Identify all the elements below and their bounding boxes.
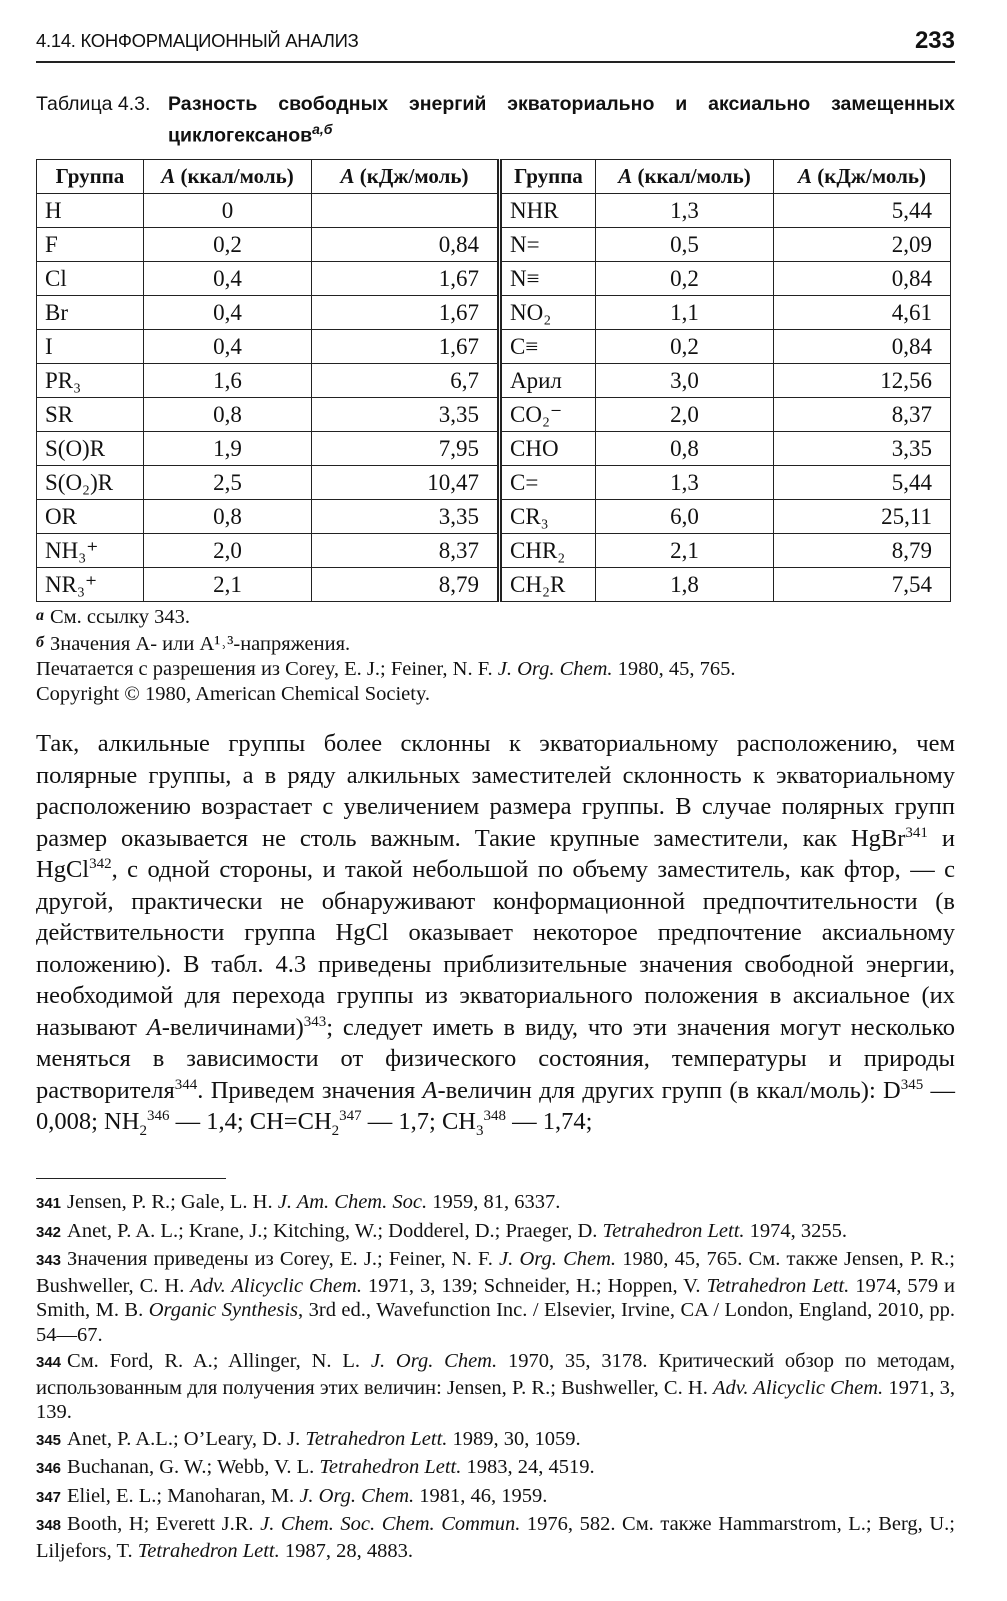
table-label: Таблица 4.3.: [36, 93, 151, 115]
group-left-cell: OR: [37, 500, 144, 534]
footnote-item: [36, 1247, 955, 1347]
journal-name: J. Org. Chem.: [299, 1484, 415, 1507]
a-kj-right-cell: 8,37: [774, 398, 951, 432]
permission-text: Печатается с разрешения из Corey, E. J.; Feiner, N. F.: [36, 658, 498, 680]
a-kj-right-cell: 0,84: [774, 262, 951, 296]
italic-a: A: [422, 1076, 438, 1104]
footnote-text: 1974, 3255.: [744, 1219, 848, 1242]
body-text: — 1,7; CH: [361, 1108, 476, 1135]
note-text: См. ссылку 343.: [50, 606, 191, 628]
footnote-text: Booth, H; Everett J.R.: [67, 1513, 261, 1535]
body-paragraph: [36, 728, 955, 1138]
a-kj-left-cell: 1,67: [312, 296, 500, 330]
group-right-cell: C≡: [500, 330, 596, 364]
italic-a: A: [146, 1013, 162, 1041]
a-kcal-right-cell: 0,2: [596, 330, 774, 364]
table-caption: [36, 92, 955, 149]
a-kj-left-cell: 3,35: [312, 500, 500, 534]
footnote-ref: 341: [905, 824, 928, 841]
footnote-ref: 344: [174, 1076, 198, 1093]
body-text: ; следует иметь в виду, что эти значения могут несколько меняться в зависимости от физического состояния, температуры и природы растворителя: [36, 1013, 955, 1104]
footnote-text: 1959, 81, 6337.: [427, 1191, 561, 1213]
header-unit: (ккал/моль): [175, 164, 294, 188]
group-right-cell: CR₃: [500, 500, 596, 534]
a-kj-right-cell: 5,44: [774, 466, 951, 500]
header-a-kcal-left: [144, 160, 312, 194]
journal-name: Tetrahedron Lett.: [602, 1219, 745, 1242]
footnote-text: 1989, 30, 1059.: [447, 1427, 581, 1450]
body-text: -величинами): [161, 1013, 304, 1041]
footnote-text: 1970, 35, 3178. Критический обзор по методам, использованным для получения этих величин: Jensen, P. R.; Bushweller, C. H.: [36, 1350, 955, 1399]
footnote-text: 1971, 3, 139.: [36, 1376, 955, 1423]
footnote-number: 342: [36, 1223, 62, 1241]
table-header-row: [37, 160, 951, 194]
footnote-item: [36, 1455, 955, 1482]
header-a-letter: A: [798, 164, 813, 188]
journal-name: J. Chem. Soc. Chem. Commun.: [260, 1513, 521, 1535]
group-left-cell: NH₃⁺: [37, 534, 144, 568]
a-kcal-left-cell: 0,2: [144, 228, 312, 262]
a-kcal-left-cell: 0,4: [144, 262, 312, 296]
group-left-cell: PR₃: [37, 364, 144, 398]
header-unit: (кДж/моль): [812, 164, 926, 188]
body-text: , с одной стороны, и такой небольшой по объему заместитель, как фтор, — с другой, практически не обнаруживают конформационной предпочтительности (в действительности группа HgCl оказывает некоторое предпочтение аксиальному положению). В табл. 4.3 приведены приблизительные значения свободной энергии, необходимой для перехода группы из экваториального положения в аксиальное (их называют: [36, 856, 955, 1041]
footnote-text: Anet, P. A.L.; O’Leary, D. J.: [67, 1427, 306, 1450]
group-right-cell: N=: [500, 228, 596, 262]
a-kj-left-cell: [312, 194, 500, 228]
table-row: [37, 228, 951, 262]
footnote-item: [36, 1219, 955, 1246]
group-left-cell: Cl: [37, 262, 144, 296]
header-a-letter: A: [340, 164, 355, 188]
a-kcal-left-cell: 0,8: [144, 500, 312, 534]
note-text: Значения A- или A¹˒³-напряжения.: [49, 633, 351, 655]
header-a-letter: A: [618, 164, 633, 188]
running-head: [36, 27, 955, 63]
footnote-number: 345: [36, 1431, 62, 1449]
footnote-text: 1987, 28, 4883.: [279, 1539, 413, 1562]
body-text: . Приведем значения: [197, 1076, 423, 1104]
copyright-note: Copyright © 1980, American Chemical Society.: [36, 683, 430, 705]
table-row: [37, 500, 951, 534]
body-text: Так, алкильные группы более склонны к экваториальному расположению, чем полярные группы, а в ряду алкильных заместителей склонность к экваториальному расположению возрастает с увеличением размера группы. В случае полярных групп размер оказывается не столь важным. Такие крупные заместители, как HgBr: [36, 730, 955, 852]
footnote-item: [36, 1484, 955, 1511]
a-kcal-right-cell: 1,3: [596, 466, 774, 500]
a-kcal-right-cell: 0,2: [596, 262, 774, 296]
table-row: [37, 398, 951, 432]
a-kcal-left-cell: 1,6: [144, 364, 312, 398]
footnote-text: См. Ford, R. A.; Allinger, N. L.: [67, 1350, 371, 1372]
a-kcal-left-cell: 0,4: [144, 330, 312, 364]
group-right-cell: CH₂R: [500, 568, 596, 602]
journal-name: J. Org. Chem.: [497, 658, 613, 680]
group-left-cell: F: [37, 228, 144, 262]
a-kj-right-cell: 12,56: [774, 364, 951, 398]
a-kj-right-cell: 5,44: [774, 194, 951, 228]
footnote-text: 1980, 45, 765. См. также Jensen, P. R.; Bushweller, C. H.: [36, 1248, 955, 1297]
subscript: 2: [331, 1122, 340, 1139]
a-kcal-right-cell: 1,1: [596, 296, 774, 330]
footnote-text: 1983, 24, 4519.: [461, 1456, 595, 1478]
journal-name: J. Org. Chem.: [370, 1350, 498, 1372]
group-right-cell: Арил: [500, 364, 596, 398]
group-left-cell: I: [37, 330, 144, 364]
page-number: 233: [914, 27, 955, 54]
section-title: 4.14. КОНФОРМАЦИОННЫЙ АНАЛИЗ: [36, 30, 359, 51]
subscript: 3: [476, 1122, 484, 1139]
table-row: [37, 296, 951, 330]
permission-citation: 1980, 45, 765.: [612, 658, 736, 680]
footnotes: [36, 1190, 955, 1565]
note-marker: а: [36, 607, 44, 624]
group-left-cell: SR: [37, 398, 144, 432]
a-kj-left-cell: 7,95: [312, 432, 500, 466]
table-row: [37, 466, 951, 500]
table-note-b: [36, 630, 955, 657]
a-kcal-right-cell: 1,8: [596, 568, 774, 602]
a-kj-left-cell: 1,67: [312, 330, 500, 364]
group-left-cell: S(O₂)R: [37, 466, 144, 500]
footnote-number: 348: [36, 1517, 62, 1534]
journal-name: Adv. Alicyclic Chem.: [713, 1376, 884, 1399]
group-right-cell: CO₂⁻: [500, 398, 596, 432]
a-kcal-right-cell: 0,5: [596, 228, 774, 262]
journal-name: Organic Synthesis: [148, 1299, 299, 1321]
footnote-ref: 346: [146, 1107, 170, 1124]
a-kcal-left-cell: 0,8: [144, 398, 312, 432]
footnote-number: 347: [36, 1488, 62, 1506]
table-note-a: [36, 603, 955, 630]
header-group-right: Группа: [500, 160, 596, 194]
a-kcal-left-cell: 2,5: [144, 466, 312, 500]
body-text: и HgCl: [36, 824, 955, 883]
a-kcal-left-cell: 0: [144, 194, 312, 228]
note-marker: б: [36, 634, 44, 651]
a-kj-left-cell: 8,79: [312, 568, 500, 602]
group-right-cell: NHR: [500, 194, 596, 228]
group-right-cell: N≡: [500, 262, 596, 296]
footnote-text: 1974, 579 и Smith, M. B.: [36, 1274, 956, 1321]
a-kj-left-cell: 6,7: [312, 364, 500, 398]
table-notes: [36, 603, 955, 707]
footnote-number: 343: [36, 1252, 62, 1269]
group-left-cell: S(O)R: [37, 432, 144, 466]
a-kcal-right-cell: 1,3: [596, 194, 774, 228]
header-group-left: Группа: [37, 160, 144, 194]
footnote-item: [36, 1427, 955, 1454]
footnote-item: [36, 1512, 955, 1563]
footnote-text: Eliel, E. L.; Manoharan, M.: [67, 1484, 300, 1507]
footnote-text: 1971, 3, 139; Schneider, H.; Hoppen, V.: [361, 1274, 707, 1297]
a-kj-right-cell: 7,54: [774, 568, 951, 602]
table-row: [37, 568, 951, 602]
a-kcal-right-cell: 2,1: [596, 534, 774, 568]
body-text: — 1,74;: [506, 1108, 593, 1135]
footnote-ref: 348: [483, 1107, 506, 1124]
a-kcal-right-cell: 3,0: [596, 364, 774, 398]
header-a-kj-left: [312, 160, 500, 194]
table-row: [37, 364, 951, 398]
footnote-divider: [36, 1178, 226, 1179]
footnote-ref: 345: [900, 1076, 924, 1093]
table-row: [37, 262, 951, 296]
journal-name: J. Am. Chem. Soc.: [277, 1191, 428, 1213]
a-kj-right-cell: 3,35: [774, 432, 951, 466]
footnote-text: Jensen, P. R.; Gale, L. H.: [67, 1191, 278, 1213]
a-kcal-left-cell: 1,9: [144, 432, 312, 466]
footnote-ref: 342: [89, 855, 112, 872]
a-kcal-left-cell: 2,0: [144, 534, 312, 568]
group-right-cell: C=: [500, 466, 596, 500]
footnote-number: 344: [36, 1354, 62, 1371]
permission-note: [36, 657, 955, 682]
footnote-text: , 3rd ed., Wavefunction Inc. / Elsevier, Irvine, CA / London, England, 2010, pp. 54—67.: [36, 1299, 955, 1346]
footnote-item: [36, 1349, 955, 1425]
a-kj-right-cell: 25,11: [774, 500, 951, 534]
header-a-kcal-right: [596, 160, 774, 194]
a-kj-left-cell: 10,47: [312, 466, 500, 500]
header-unit: (ккал/моль): [632, 164, 751, 188]
a-kcal-right-cell: 2,0: [596, 398, 774, 432]
data-table: [36, 159, 951, 602]
a-kj-left-cell: 1,67: [312, 262, 500, 296]
group-left-cell: H: [37, 194, 144, 228]
a-kj-right-cell: 8,79: [774, 534, 951, 568]
table-row: [37, 194, 951, 228]
a-kj-right-cell: 2,09: [774, 228, 951, 262]
a-kj-right-cell: 0,84: [774, 330, 951, 364]
header-a-letter: A: [161, 164, 176, 188]
footnote-text: 1976, 582. См. также Hammarstrom, L.; Berg, U.; Liljefors, T.: [36, 1513, 955, 1562]
journal-name: Tetrahedron Lett.: [137, 1539, 280, 1562]
group-right-cell: CHR₂: [500, 534, 596, 568]
footnote-ref: 343: [303, 1013, 327, 1030]
a-kcal-left-cell: 2,1: [144, 568, 312, 602]
group-left-cell: Br: [37, 296, 144, 330]
header-a-kj-right: [774, 160, 951, 194]
group-left-cell: NR₃⁺: [37, 568, 144, 602]
body-text: — 1,4; CH=CH: [169, 1108, 332, 1135]
a-kcal-left-cell: 0,4: [144, 296, 312, 330]
journal-name: Tetrahedron Lett.: [305, 1427, 448, 1450]
table-title-text: Разность свободных энергий экваториально и аксиально замещенных циклогексанов: [168, 93, 955, 147]
a-kj-left-cell: 3,35: [312, 398, 500, 432]
a-kcal-right-cell: 0,8: [596, 432, 774, 466]
footnote-ref: 347: [339, 1107, 362, 1124]
footnote-text: Buchanan, G. W.; Webb, V. L.: [67, 1456, 320, 1478]
journal-name: Tetrahedron Lett.: [319, 1456, 462, 1478]
a-kj-left-cell: 8,37: [312, 534, 500, 568]
journal-name: J. Org. Chem.: [499, 1248, 617, 1270]
journal-name: Tetrahedron Lett.: [706, 1274, 850, 1297]
footnote-text: 1981, 46, 1959.: [414, 1484, 548, 1507]
journal-name: Adv. Alicyclic Chem.: [190, 1274, 362, 1297]
table-row: [37, 330, 951, 364]
a-kj-left-cell: 0,84: [312, 228, 500, 262]
table-row: [37, 534, 951, 568]
subscript: 2: [139, 1122, 147, 1139]
footnote-number: 341: [36, 1195, 62, 1212]
table-row: [37, 432, 951, 466]
footnote-text: Anet, P. A. L.; Krane, J.; Kitching, W.; Dodderel, D.; Praeger, D.: [67, 1219, 603, 1242]
group-right-cell: NO₂: [500, 296, 596, 330]
table-title-marks: а,б: [312, 121, 333, 137]
footnote-number: 346: [36, 1460, 62, 1477]
footnote-item: [36, 1190, 955, 1217]
group-right-cell: CHO: [500, 432, 596, 466]
body-text: -величин для других групп (в ккал/моль): D: [437, 1076, 901, 1104]
body-text: — 0,008; NH: [36, 1076, 956, 1135]
header-unit: (кДж/моль): [354, 164, 469, 188]
footnote-text: Значения приведены из Corey, E. J.; Feiner, N. F.: [67, 1248, 500, 1270]
a-kcal-right-cell: 6,0: [596, 500, 774, 534]
table-title: [168, 92, 955, 149]
a-kj-right-cell: 4,61: [774, 296, 951, 330]
